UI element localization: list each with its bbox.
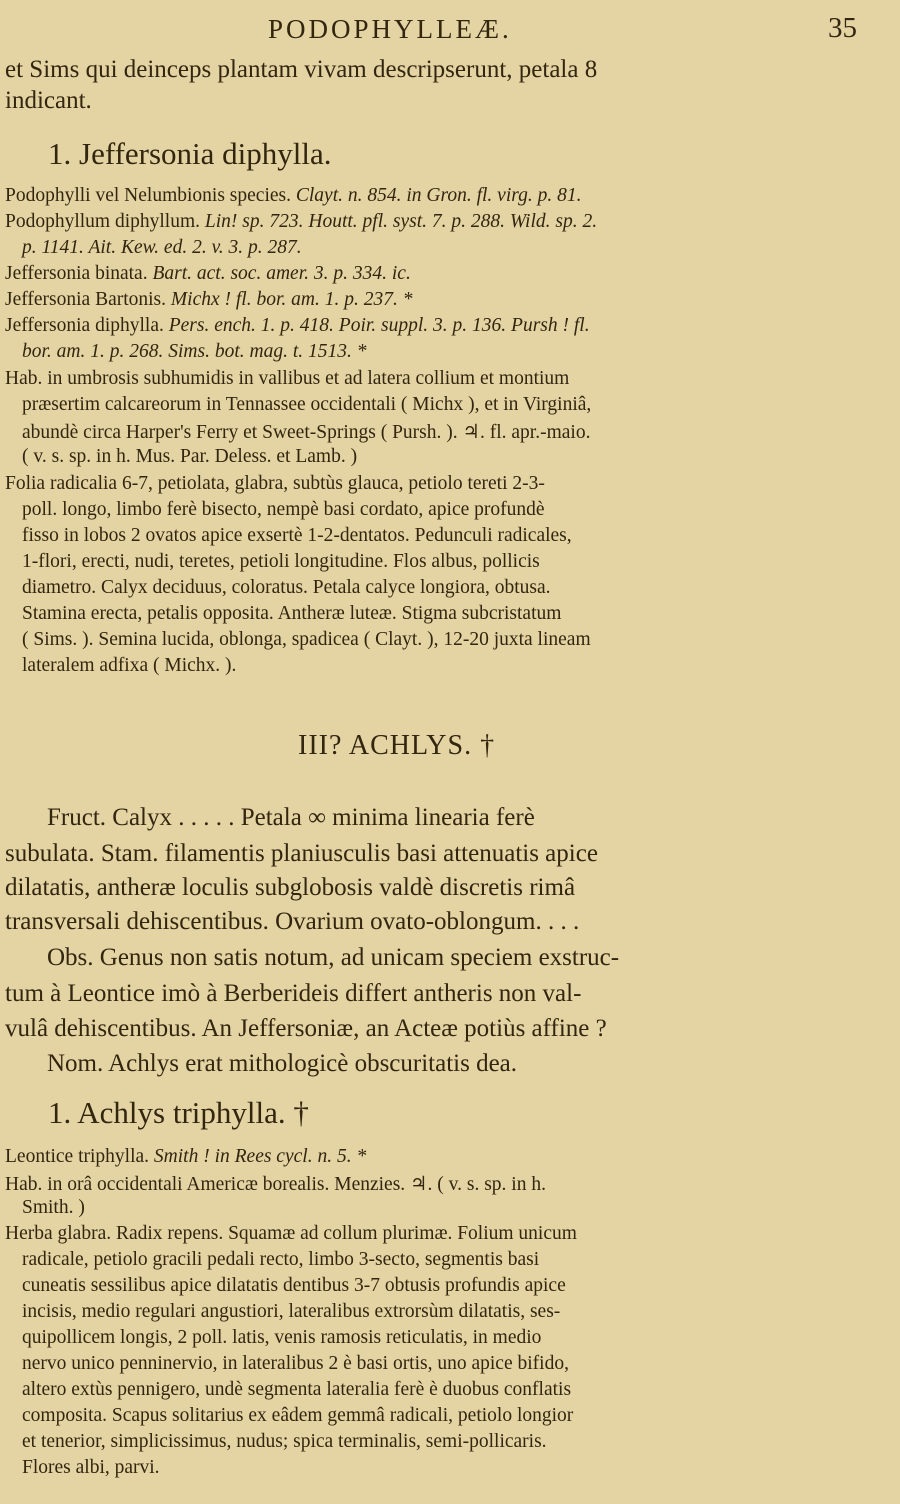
nom-line: Nom. Achlys erat mithologicè obscuritatis dea.: [47, 1050, 518, 1077]
synonym-ref: Pers. ench. 1. p. 418. Poir. suppl. 3. p. 136. Pursh ! fl.: [168, 315, 590, 336]
intro-line: indicant.: [5, 87, 92, 114]
synonym-name: Podophyllum diphyllum.: [5, 211, 201, 232]
running-title: PODOPHYLLEÆ.: [268, 14, 512, 44]
description-line: composita. Scapus solitarius ex eâdem gemmâ radicali, petiolo longior: [22, 1405, 574, 1426]
description-line: lateralem adfixa ( Michx. ).: [22, 655, 237, 676]
habitat-line: abundè circa Harper's Ferry et Sweet-Springs ( Pursh. ). ♃. fl. apr.-maio.: [22, 422, 591, 443]
synonym-ref: Michx ! fl. bor. am. 1. p. 237. *: [170, 289, 413, 310]
species-heading: 1. Achlys triphylla. †: [48, 1095, 309, 1130]
description-line: 1-flori, erecti, nudi, teretes, petioli longitudine. Flos albus, pollicis: [22, 551, 540, 572]
fruct-line: subulata. Stam. filamentis planiusculis basi attenuatis apice: [5, 840, 598, 867]
synonym-ref: Smith ! in Rees cycl. n. 5. *: [153, 1146, 367, 1167]
fruct-line: transversali dehiscentibus. Ovarium ovato-oblongum. . . .: [5, 908, 580, 935]
synonym-name: Leontice triphylla.: [5, 1146, 150, 1167]
synonym-line: [5, 263, 411, 285]
habitat-line: Smith. ): [22, 1197, 85, 1218]
description-line: nervo unico penninervio, in lateralibus 2 è basi ortis, uno apice bifido,: [22, 1353, 569, 1374]
synonym-ref-cont: bor. am. 1. p. 268. Sims. bot. mag. t. 1513. *: [22, 341, 367, 362]
species-heading: 1. Jeffersonia diphylla.: [48, 136, 332, 171]
synonym-name: Jeffersonia Bartonis.: [5, 289, 167, 310]
description-line: fisso in lobos 2 ovatos apice exsertè 1-2-dentatos. Pedunculi radicales,: [22, 525, 572, 546]
synonym-line: [5, 185, 582, 207]
description-line: et tenerior, simplicissimus, nudus; spica terminalis, semi-pollicaris.: [22, 1431, 547, 1452]
synonym-line: [5, 1146, 366, 1168]
synonym-ref: Lin! sp. 723. Houtt. pfl. syst. 7. p. 288. Wild. sp. 2.: [204, 211, 598, 232]
intro-line: et Sims qui deinceps plantam vivam descripserunt, petala 8: [5, 56, 598, 83]
synonym-name: Podophylli vel Nelumbionis species.: [5, 185, 291, 206]
obs-line: Obs. Genus non satis notum, ad unicam speciem exstruc-: [47, 944, 620, 971]
description-line: quipollicem longis, 2 poll. latis, venis ramosis reticulatis, in medio: [22, 1327, 542, 1348]
habitat-line: Hab. in orâ occidentali Americæ borealis. Menzies. ♃. ( v. s. sp. in h.: [5, 1174, 546, 1195]
genus-heading: III? ACHLYS. †: [298, 730, 496, 761]
synonym-ref: Bart. act. soc. amer. 3. p. 334. ic.: [152, 263, 411, 284]
habitat-line: Hab. in umbrosis subhumidis in vallibus et ad latera collium et montium: [5, 368, 570, 389]
description-line: ( Sims. ). Semina lucida, oblonga, spadicea ( Clayt. ), 12-20 juxta lineam: [22, 629, 591, 650]
synonym-line: [5, 315, 590, 337]
description-line: Stamina erecta, petalis opposita. Antheræ luteæ. Stigma subcristatum: [22, 603, 562, 624]
obs-line: tum à Leontice imò à Berberideis differt antheris non val-: [5, 980, 582, 1007]
description-line: diametro. Calyx deciduus, coloratus. Petala calyce longiora, obtusa.: [22, 577, 551, 598]
description-line: altero extùs pennigero, undè segmenta lateralia ferè è duobus conflatis: [22, 1379, 572, 1400]
synonym-line: [5, 211, 597, 233]
description-line: Folia radicalia 6-7, petiolata, glabra, subtùs glauca, petiolo tereti 2-3-: [5, 473, 545, 494]
obs-line: vulâ dehiscentibus. An Jeffersoniæ, an Acteæ potiùs affine ?: [5, 1015, 607, 1042]
description-line: incisis, medio regulari angustiori, lateralibus extrorsùm dilatatis, ses-: [22, 1301, 561, 1322]
page-number: 35: [828, 12, 857, 44]
description-line: poll. longo, limbo ferè bisecto, nempè basi cordato, apice profundè: [22, 499, 545, 520]
description-line: Herba glabra. Radix repens. Squamæ ad collum plurimæ. Folium unicum: [5, 1223, 577, 1244]
description-line: Flores albi, parvi.: [22, 1457, 160, 1478]
synonym-name: Jeffersonia diphylla.: [5, 315, 164, 336]
synonym-ref: Clayt. n. 854. in Gron. fl. virg. p. 81.: [295, 185, 582, 206]
description-line: radicale, petiolo gracili pedali recto, limbo 3-secto, segmentis basi: [22, 1249, 540, 1270]
fruct-line: Fruct. Calyx . . . . . Petala ∞ minima linearia ferè: [47, 804, 535, 831]
habitat-line: præsertim calcareorum in Tennassee occidentali ( Michx ), et in Virginiâ,: [22, 394, 592, 415]
habitat-line: ( v. s. sp. in h. Mus. Par. Deless. et Lamb. ): [22, 446, 358, 467]
synonym-name: Jeffersonia binata.: [5, 263, 148, 284]
fruct-line: dilatatis, antheræ loculis subglobosis valdè discretis rimâ: [5, 874, 576, 901]
running-header: [0, 14, 900, 48]
synonym-ref-cont: p. 1141. Ait. Kew. ed. 2. v. 3. p. 287.: [22, 237, 302, 258]
synonym-line: [5, 289, 412, 311]
description-line: cuneatis sessilibus apice dilatatis dentibus 3-7 obtusis profundis apice: [22, 1275, 566, 1296]
